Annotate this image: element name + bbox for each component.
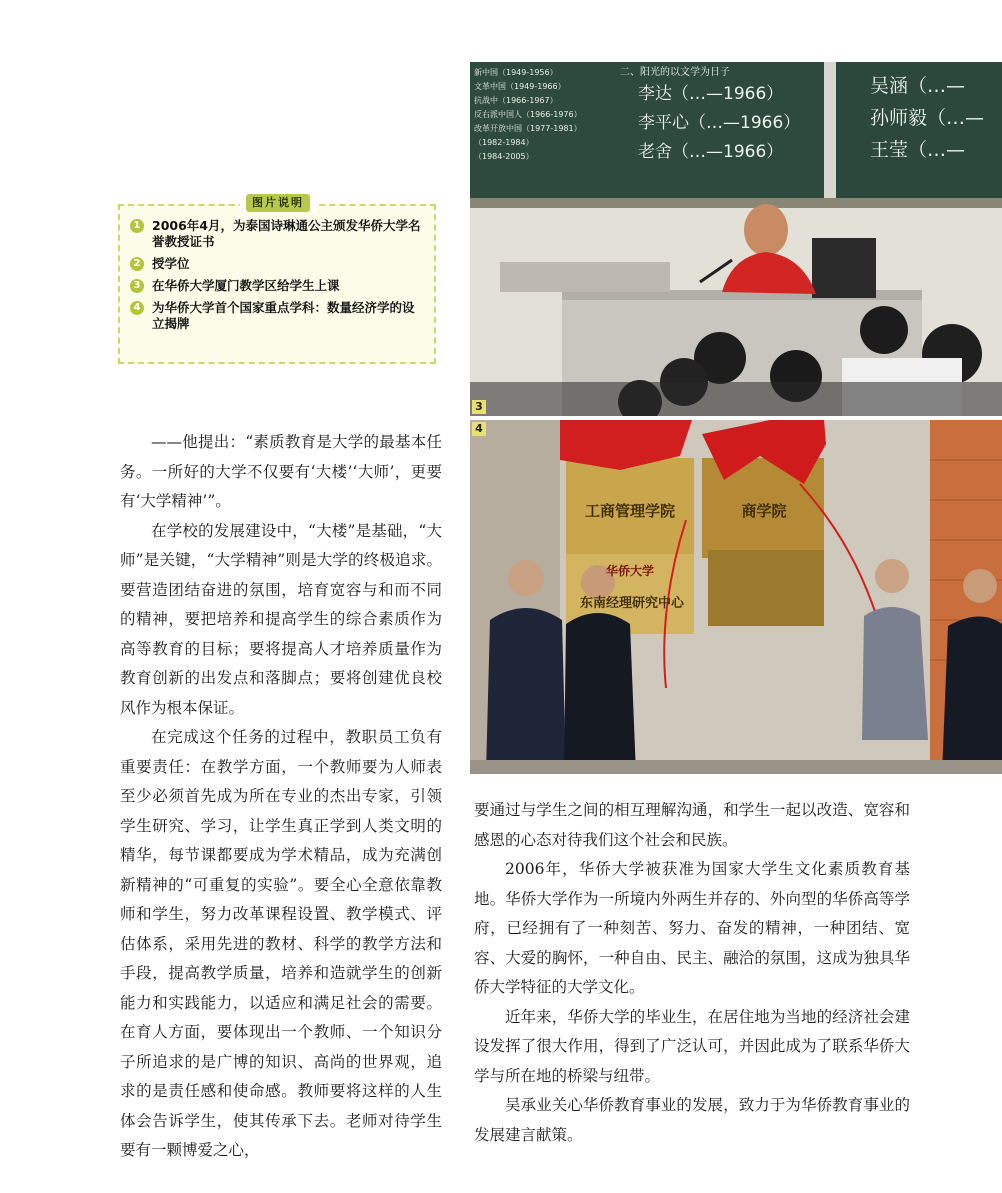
caption-number-2: 2 xyxy=(130,257,144,271)
photo-number-3: 3 xyxy=(472,400,486,414)
left-text-column xyxy=(120,428,442,1166)
right-text-column xyxy=(474,796,910,1150)
blackboard-middle-notes xyxy=(620,66,820,167)
caption-text-4: 为华侨大学首个国家重点学科：数量经济学的设立揭牌 xyxy=(152,300,415,331)
paragraph: 在学校的发展建设中，“大楼”是基础，“大师”是关键，“大学精神”则是大学的终极追求。要营造团结奋进的氛围，培育宽容与和而不同的精神，要把培养和提高学生的综合素质作为高等教育的目标；要将提高人才培养质量作为教育创新的出发点和落脚点；要将创建优良校风作为根本保证。 xyxy=(120,521,442,717)
plaque-university-name: 华侨大学 xyxy=(605,564,654,578)
paragraph: ——他提出：“素质教育是大学的最基本任务。一所好的大学不仅要有‘大楼’‘大师’，更要有‘大学精神’”。 xyxy=(120,433,442,510)
blackboard-right-notes xyxy=(870,70,1002,166)
photo-number-4: 4 xyxy=(472,422,486,436)
paragraph: 吴承业关心华侨教育事业的发展，致力于为华侨教育事业的发展建言献策。 xyxy=(474,1096,910,1144)
caption-text-3: 在华侨大学厦门教学区给学生上课 xyxy=(152,278,340,293)
photo-classroom xyxy=(470,62,1002,416)
caption-number-3: 3 xyxy=(130,279,144,293)
board-note: 文革中国（1949-1966） xyxy=(474,82,566,91)
caption-title xyxy=(240,194,316,212)
photo-unveiling-image xyxy=(470,420,1002,774)
photo-unveiling xyxy=(470,420,1002,774)
plaque-business-management: 工商管理学院 xyxy=(584,502,675,520)
board-note: 反右派中国人（1966-1976） xyxy=(474,110,582,119)
board-note: （1984-2005） xyxy=(474,152,534,161)
board-name: 吴涵（…— xyxy=(870,75,966,97)
caption-text-1: 2006年4月，为泰国诗琳通公主颁发华侨大学名誉教授证书 xyxy=(152,218,421,249)
board-note: （1982-1984） xyxy=(474,138,534,147)
caption-item-2 xyxy=(130,256,422,272)
board-name: 老舍（…—1966） xyxy=(638,142,784,162)
board-note: 抗战中（1966-1967） xyxy=(474,96,558,105)
caption-text-2: 授学位 xyxy=(152,256,190,271)
plaque-business-school: 商学院 xyxy=(741,502,787,520)
caption-item-4 xyxy=(130,300,422,332)
caption-item-1 xyxy=(130,218,422,250)
board-name: 孙师毅（…— xyxy=(870,107,985,129)
board-name: 王莹（…— xyxy=(870,139,966,161)
caption-title-text: 图片说明 xyxy=(246,194,310,212)
paragraph: 要通过与学生之间的相互理解沟通，和学生一起以改造、宽容和感恩的心态对待我们这个社会和民族。 xyxy=(474,801,910,849)
photo-caption-box xyxy=(118,204,436,364)
board-name: 李达（…—1966） xyxy=(638,84,784,104)
board-note: 新中国（1949-1956） xyxy=(474,68,558,77)
caption-item-3 xyxy=(130,278,422,294)
caption-number-4: 4 xyxy=(130,301,144,315)
plaque-research-center: 东南经理研究中心 xyxy=(579,596,684,611)
blackboard-left-notes xyxy=(474,66,614,164)
board-name: 李平心（…—1966） xyxy=(638,113,801,133)
caption-number-1: 1 xyxy=(130,219,144,233)
paragraph: 在完成这个任务的过程中，教职员工负有重要责任：在教学方面，一个教师要为人师表至少必须首先成为所在专业的杰出专家，引领学生研究、学习，让学生真正学到人类文明的精华，每节课都要成为学术精品，成为充满创新精神的“可重复的实验”。要全心全意依靠教师和学生，努力改革课程设置、教学模式、评估体系，采用先进的教材、科学的教学方法和手段，提高教学质量，培养和造就学生的创新能力和实践能力，以适应和满足社会的需要。在育人方面，要体现出一个教师、一个知识分子所追求的是广博的知识、高尚的世界观，追求的是责任感和使命感。教师要将这样的人生体会告诉学生，使其传承下去。老师对待学生要有一颗博爱之心， xyxy=(120,728,442,1159)
board-note: 改革开放中国（1977-1981） xyxy=(474,124,582,133)
board-heading: 二、阳光的以文学为日子 xyxy=(620,67,730,78)
paragraph: 近年来，华侨大学的毕业生，在居住地为当地的经济社会建设发挥了很大作用，得到了广泛认可，并因此成为了联系华侨大学与所在地的桥梁与纽带。 xyxy=(474,1007,910,1085)
paragraph: 2006年，华侨大学被获准为国家大学生文化素质教育基地。华侨大学作为一所境内外两生并存的、外向型的华侨高等学府，已经拥有了一种刻苦、努力、奋发的精神，一种团结、宽容、大爱的胸怀，一种自由、民主、融洽的氛围，这成为独具华侨大学特征的大学文化。 xyxy=(474,860,910,996)
